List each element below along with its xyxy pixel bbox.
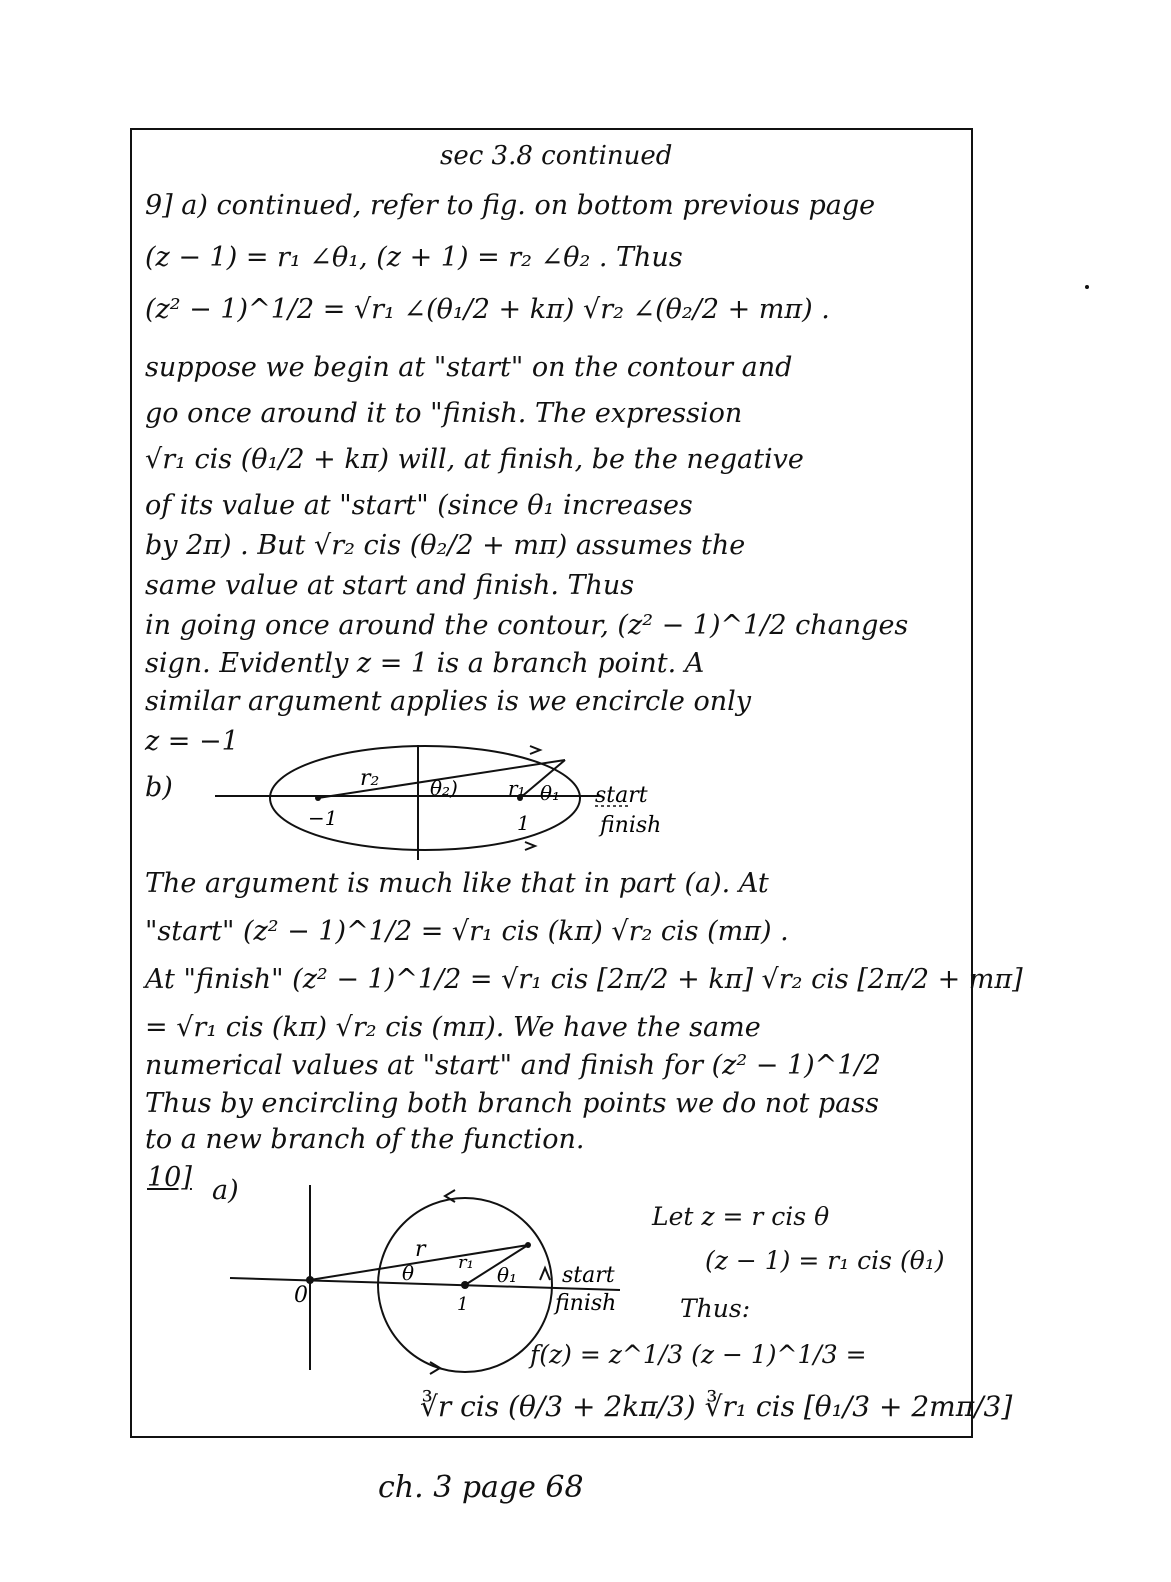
text-line: = √r₁ cis (kπ) √r₂ cis (mπ). We have the same [145, 1012, 761, 1043]
problem-number-10: 10] [147, 1162, 192, 1193]
text-line: in going once around the contour, (z² − 1)^1/2 changes [145, 610, 909, 641]
label-finish: finish [555, 1291, 617, 1316]
side-text-line: Thus: [680, 1294, 751, 1323]
text-line: similar argument applies is we encircle only [145, 686, 752, 717]
text-line: (z² − 1)^1/2 = √r₁ ∠(θ₁/2 + kπ) √r₂ ∠(θ₂/2 + mπ) . [145, 294, 830, 325]
text-line: numerical values at "start" and finish for (z² − 1)^1/2 [145, 1050, 881, 1081]
part-a-label: a) [212, 1175, 239, 1206]
text-line: z = −1 [145, 726, 239, 757]
text-line: suppose we begin at "start" on the contour and [145, 352, 793, 383]
part-b-label: b) [145, 772, 173, 803]
label-r: r [415, 1237, 426, 1262]
label-minus-one: −1 [308, 806, 338, 830]
text-line: to a new branch of the function. [145, 1124, 585, 1155]
label-one: 1 [517, 811, 530, 835]
page-title: sec 3.8 continued [440, 141, 673, 171]
text-line: Thus by encircling both branch points we do not pass [145, 1088, 879, 1119]
label-origin: 0 [294, 1283, 308, 1308]
side-text-line: (z − 1) = r₁ cis (θ₁) [705, 1246, 945, 1275]
label-start: start [562, 1263, 615, 1288]
label-theta1: θ₁ [497, 1263, 518, 1287]
label-one: 1 [457, 1294, 469, 1315]
page-footer: ch. 3 page 68 [378, 1470, 584, 1505]
text-line: by 2π) . But √r₂ cis (θ₂/2 + mπ) assumes the [145, 530, 746, 561]
text-line: At "finish" (z² − 1)^1/2 = √r₁ cis [2π/2 + kπ] √r₂ cis [2π/2 + mπ] [145, 964, 1023, 995]
label-r2: r₂ [360, 766, 380, 791]
text-line: (z − 1) = r₁ ∠θ₁, (z + 1) = r₂ ∠θ₂ . Thus [145, 242, 683, 273]
text-line: same value at start and finish. Thus [145, 570, 635, 601]
point-z [525, 1242, 531, 1248]
label-theta1: θ₁ [540, 781, 561, 805]
side-text-line: Let z = r cis θ [652, 1202, 830, 1231]
text-line: The argument is much like that in part (a). At [145, 868, 769, 899]
label-r1: r₁ [458, 1252, 474, 1273]
final-expression: ∛r cis (θ/3 + 2kπ/3) ∛r₁ cis [θ₁/3 + 2mπ/3] [420, 1390, 1013, 1423]
label-theta: θ [402, 1261, 415, 1285]
arrow-start [540, 1268, 550, 1280]
label-finish: finish [600, 813, 662, 838]
label-theta2: θ₂) [430, 776, 458, 800]
text-line: 9] a) continued, refer to fig. on bottom previous page [145, 190, 876, 221]
label-start: start [595, 783, 648, 808]
text-line: √r₁ cis (θ₁/2 + kπ) will, at finish, be the negative [145, 444, 804, 475]
label-r1: r₁ [508, 776, 526, 800]
text-line: "start" (z² − 1)^1/2 = √r₁ cis (kπ) √r₂ cis (mπ) . [145, 916, 789, 947]
text-line: of its value at "start" (since θ₁ increases [145, 490, 693, 521]
point-one [461, 1281, 469, 1289]
text-line: go once around it to "finish. The expression [145, 398, 743, 429]
text-line: sign. Evidently z = 1 is a branch point. A [145, 648, 705, 679]
arrow-bottom [430, 1362, 440, 1374]
side-text-line: f(z) = z^1/3 (z − 1)^1/3 = [530, 1340, 867, 1369]
